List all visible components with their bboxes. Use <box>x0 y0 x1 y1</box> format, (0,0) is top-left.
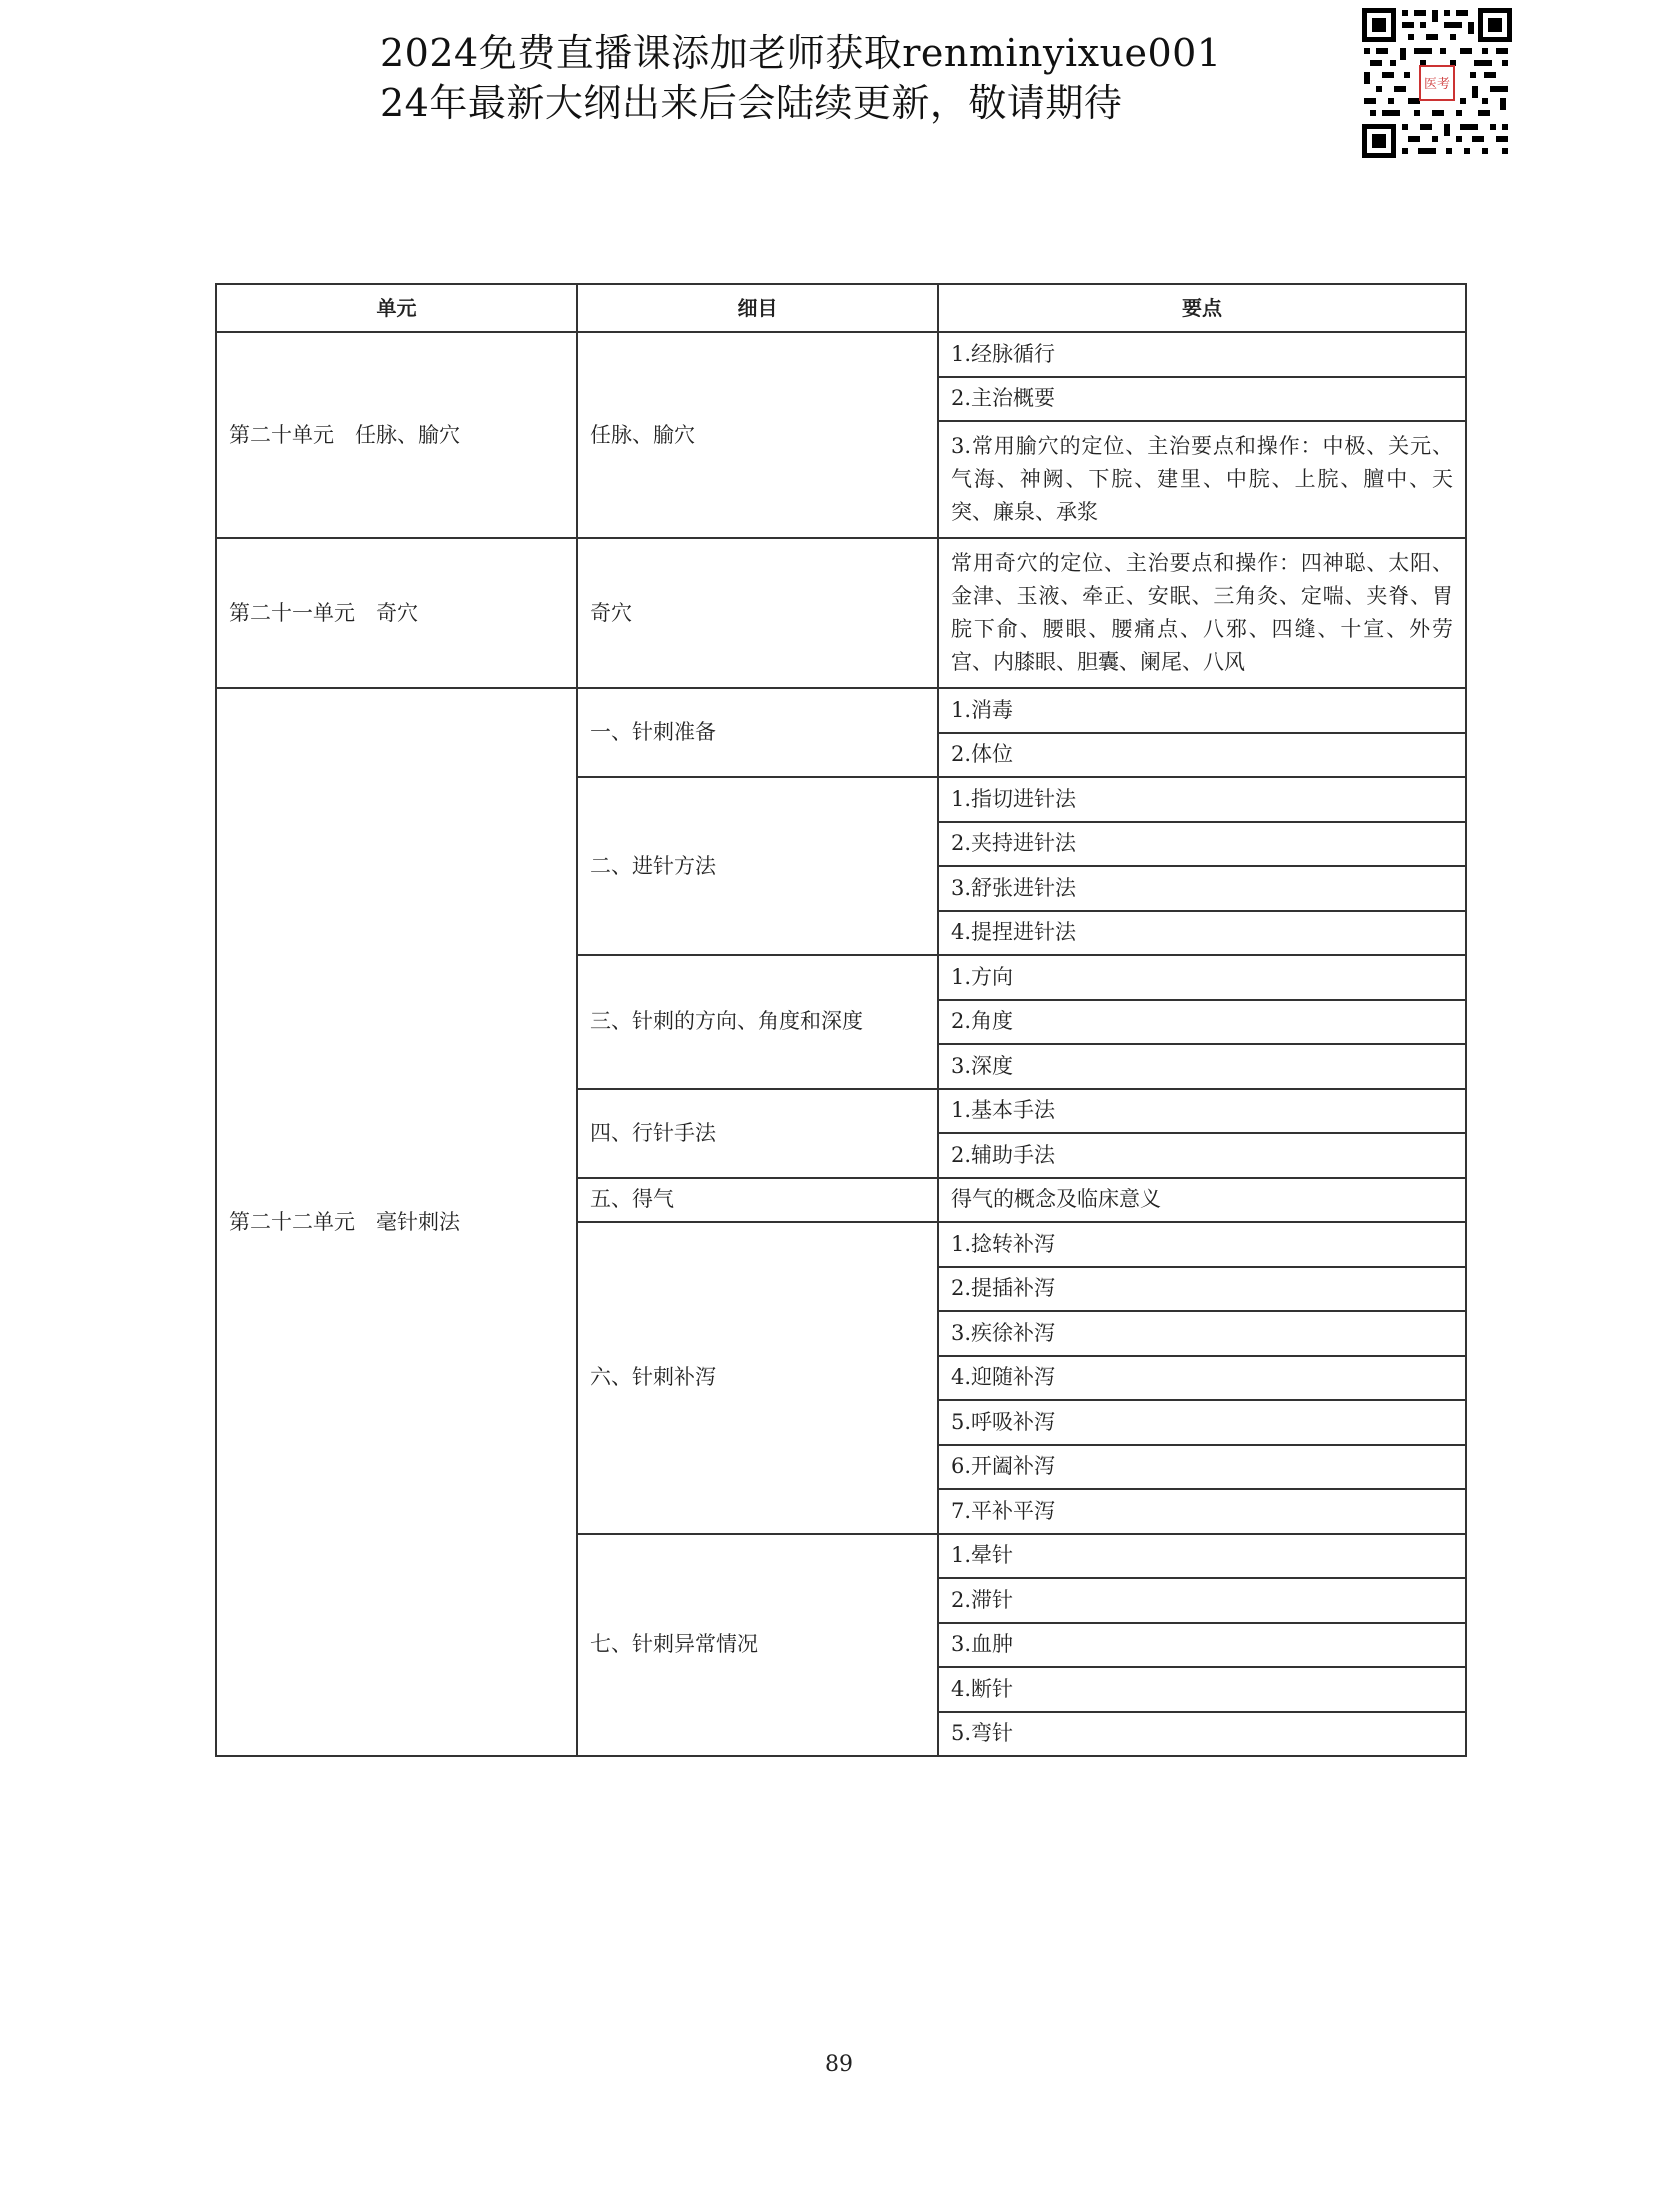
item-cell: 二、进针方法 <box>577 777 938 955</box>
item-cell: 六、针刺补泻 <box>577 1222 938 1534</box>
header-point: 要点 <box>938 284 1466 332</box>
point-cell: 4.迎随补泻 <box>938 1356 1466 1401</box>
point-cell: 1.方向 <box>938 955 1466 1000</box>
point-cell: 2.辅助手法 <box>938 1133 1466 1178</box>
point-cell: 1.消毒 <box>938 688 1466 733</box>
qr-center-label: 医考 <box>1423 77 1451 92</box>
point-cell: 3.常用腧穴的定位、主治要点和操作：中极、关元、气海、神阙、下脘、建里、中脘、上脘、膻中、天突、廉泉、承浆 <box>938 421 1466 538</box>
point-cell: 2.体位 <box>938 733 1466 778</box>
item-cell: 一、针刺准备 <box>577 688 938 777</box>
syllabus-table <box>215 283 1467 1757</box>
point-cell: 6.开阖补泻 <box>938 1445 1466 1490</box>
unit-cell: 第二十二单元 毫针刺法 <box>216 688 577 1756</box>
table-row <box>216 688 1466 733</box>
item-cell: 三、针刺的方向、角度和深度 <box>577 955 938 1089</box>
item-cell: 七、针刺异常情况 <box>577 1534 938 1757</box>
point-cell: 2.滞针 <box>938 1578 1466 1623</box>
point-cell: 1.指切进针法 <box>938 777 1466 822</box>
table-row <box>216 538 1466 688</box>
point-cell: 3.舒张进针法 <box>938 866 1466 911</box>
point-cell: 7.平补平泻 <box>938 1489 1466 1534</box>
point-cell: 1.捻转补泻 <box>938 1222 1466 1267</box>
point-cell: 2.提插补泻 <box>938 1267 1466 1312</box>
point-cell: 4.断针 <box>938 1667 1466 1712</box>
page-number: 89 <box>825 2052 853 2077</box>
item-cell: 任脉、腧穴 <box>577 332 938 538</box>
point-cell: 1.经脉循行 <box>938 332 1466 377</box>
promo-line-2: 24年最新大纲出来后会陆续更新，敬请期待 <box>380 81 1123 125</box>
promo-line-1: 2024免费直播课添加老师获取renminyixue001 <box>380 31 1222 75</box>
item-cell: 四、行针手法 <box>577 1089 938 1178</box>
promo-banner <box>380 28 1222 128</box>
point-cell: 2.主治概要 <box>938 377 1466 422</box>
point-cell: 5.呼吸补泻 <box>938 1400 1466 1445</box>
point-cell: 4.提捏进针法 <box>938 911 1466 956</box>
point-cell: 得气的概念及临床意义 <box>938 1178 1466 1223</box>
header-item: 细目 <box>577 284 938 332</box>
point-cell: 3.疾徐补泻 <box>938 1311 1466 1356</box>
point-cell: 1.晕针 <box>938 1534 1466 1579</box>
qr-code-icon <box>1360 6 1514 160</box>
unit-cell: 第二十一单元 奇穴 <box>216 538 577 688</box>
item-cell: 五、得气 <box>577 1178 938 1223</box>
unit-cell: 第二十单元 任脉、腧穴 <box>216 332 577 538</box>
point-cell: 3.深度 <box>938 1044 1466 1089</box>
header-unit: 单元 <box>216 284 577 332</box>
table-header-row <box>216 284 1466 332</box>
point-cell: 2.角度 <box>938 1000 1466 1045</box>
table-row <box>216 332 1466 377</box>
point-cell: 2.夹持进针法 <box>938 822 1466 867</box>
point-cell: 常用奇穴的定位、主治要点和操作：四神聪、太阳、金津、玉液、牵正、安眠、三角灸、定喘、夹脊、胃脘下俞、腰眼、腰痛点、八邪、四缝、十宣、外劳宫、内膝眼、胆囊、阑尾、八风 <box>938 538 1466 688</box>
point-cell: 3.血肿 <box>938 1623 1466 1668</box>
point-cell: 5.弯针 <box>938 1712 1466 1757</box>
item-cell: 奇穴 <box>577 538 938 688</box>
point-cell: 1.基本手法 <box>938 1089 1466 1134</box>
